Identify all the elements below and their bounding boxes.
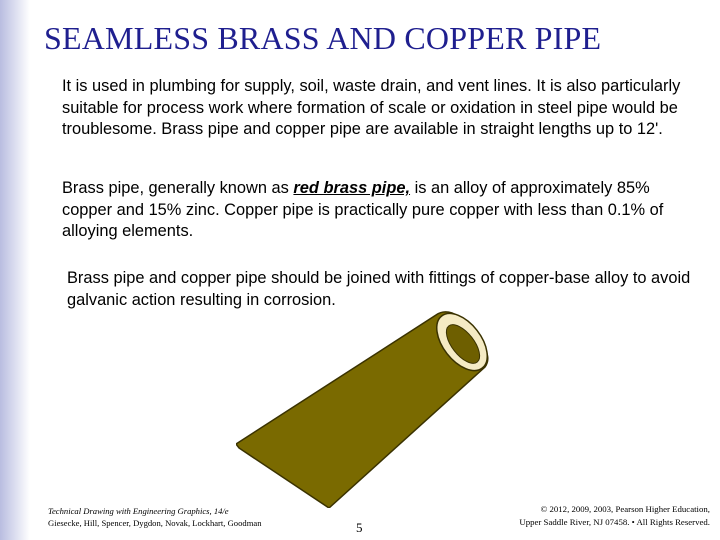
red-brass-pipe-term: red brass pipe, <box>293 179 411 197</box>
copyright-line-1: © 2012, 2009, 2003, Pearson Higher Education, <box>540 504 710 514</box>
pipe-illustration <box>236 308 506 508</box>
paragraph-joining: Brass pipe and copper pipe should be joined with fittings of copper-base alloy to avoid galvanic action resulting in corrosion. <box>67 269 691 309</box>
left-edge-gradient <box>0 0 30 540</box>
footer-book-title: Technical Drawing with Engineering Graphics, 14/e <box>48 506 229 516</box>
paragraph-usage: It is used in plumbing for supply, soil, waste drain, and vent lines. It is also particularly suitable for process work where formation of scale or oxidation in steel pipe would be troublesome. Brass pipe and copper pipe are available in straight lengths up to 12'. <box>62 77 681 138</box>
paragraph-composition-end: is an alloy of approximately 85% copper and 15% zinc. Copper pipe is practically pure copper with less than 0.1% of alloying elements. <box>62 179 664 240</box>
paragraph-composition-start: Brass pipe, generally known as <box>62 179 294 197</box>
footer-copyright <box>440 503 710 529</box>
paragraph-composition <box>62 178 694 243</box>
page-number: 5 <box>356 520 363 535</box>
slide-title: SEAMLESS BRASS AND COPPER PIPE <box>44 20 602 56</box>
copyright-line-2: Upper Saddle River, NJ 07458. • All Rights Reserved. <box>519 517 710 527</box>
footer-citation <box>48 505 328 529</box>
footer-authors: Giesecke, Hill, Spencer, Dygdon, Novak, Lockhart, Goodman <box>48 518 262 528</box>
